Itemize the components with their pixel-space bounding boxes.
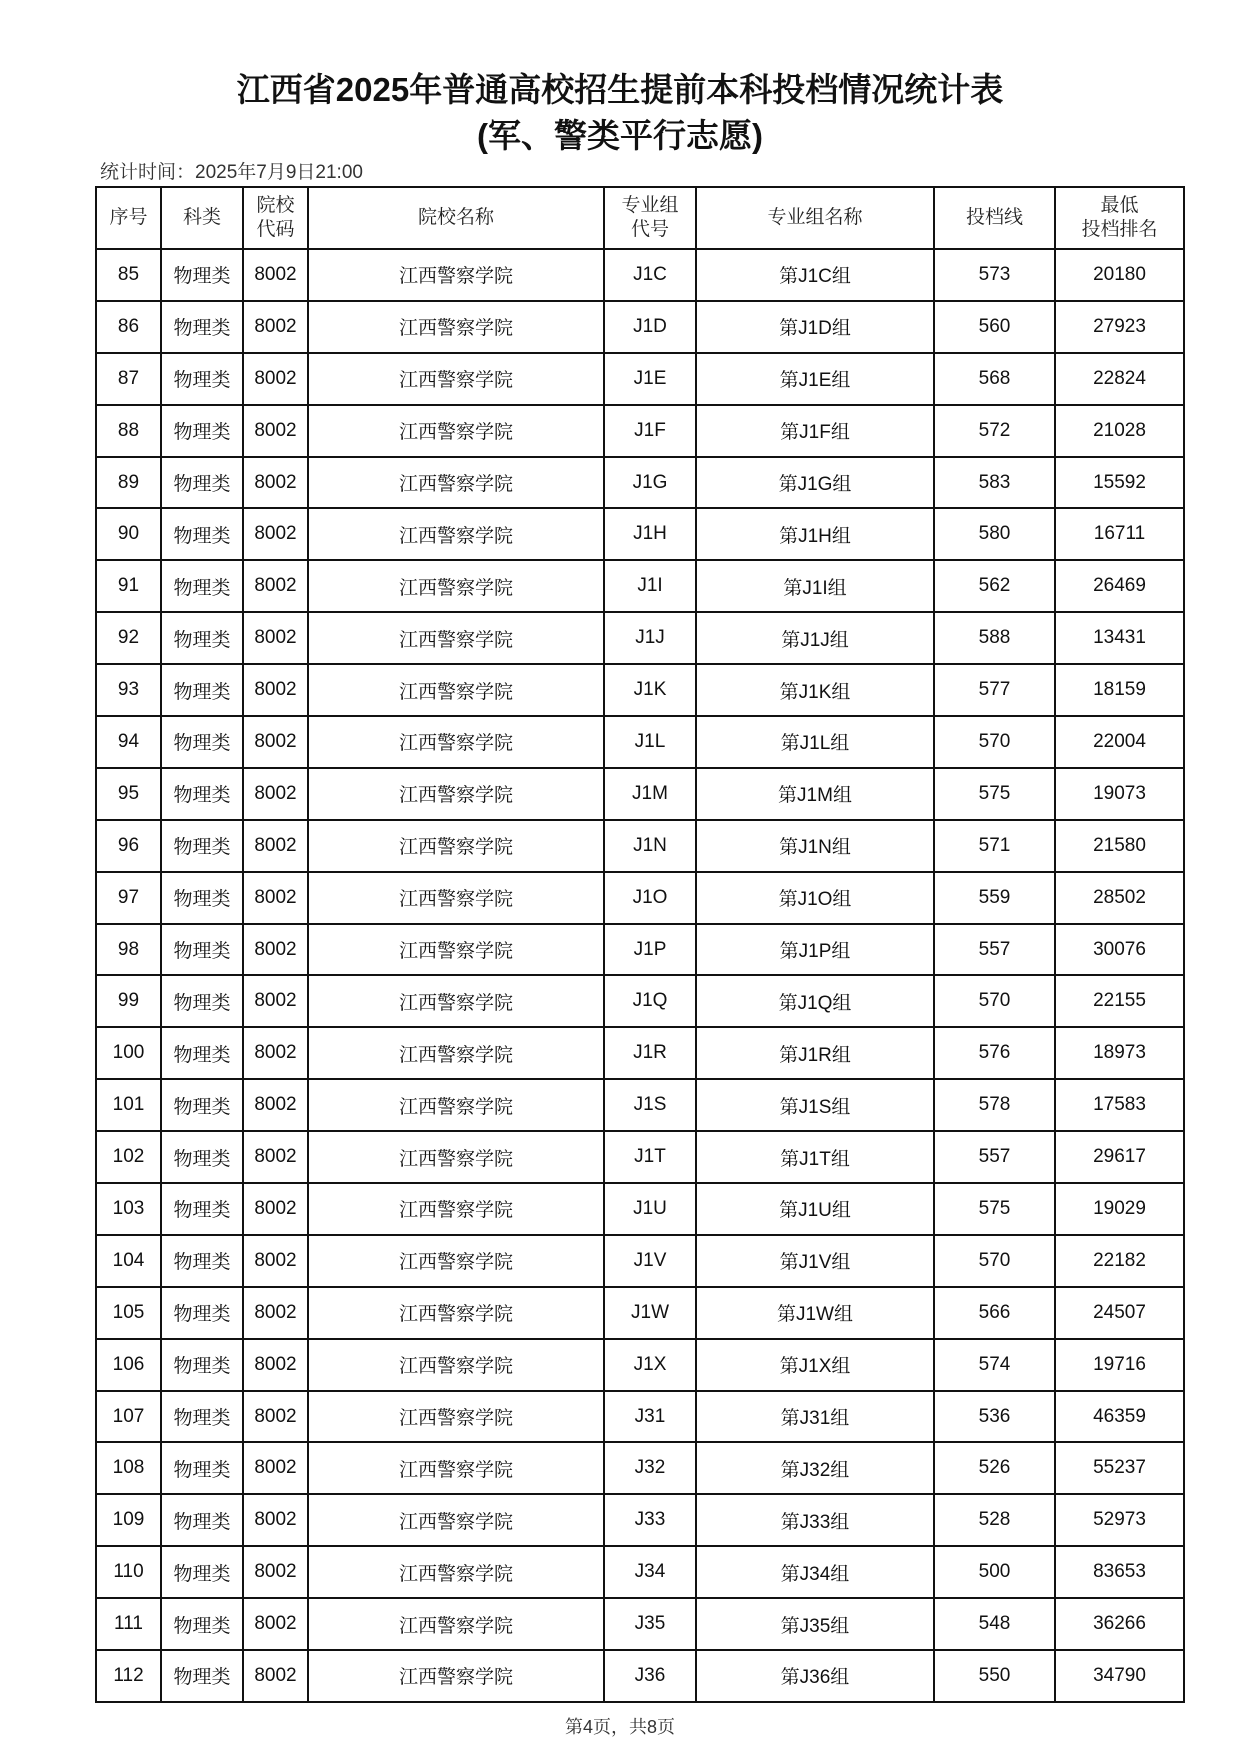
cell-cutoff: 500: [934, 1546, 1055, 1598]
table-row: [96, 405, 1184, 457]
cell-seq: 90: [96, 508, 161, 560]
cell-school-name: 江西警察学院: [308, 1339, 604, 1391]
cell-seq: 98: [96, 924, 161, 976]
cell-category: 物理类: [161, 1650, 243, 1702]
cell-school-code: 8002: [243, 1650, 308, 1702]
cell-cutoff: 559: [934, 872, 1055, 924]
document-subtitle: (军、警类平行志愿): [477, 117, 763, 154]
cell-group-code: J1N: [604, 820, 696, 872]
header-group-name: 专业组名称: [696, 187, 934, 249]
table-body: [96, 249, 1184, 1702]
cell-group-name: 第J1H组: [696, 508, 934, 560]
cell-cutoff: 528: [934, 1494, 1055, 1546]
cell-cutoff: 536: [934, 1391, 1055, 1443]
table-row: [96, 1546, 1184, 1598]
cell-min-rank: 18973: [1055, 1027, 1184, 1079]
cell-cutoff: 588: [934, 612, 1055, 664]
table-row: [96, 1650, 1184, 1702]
cell-group-name: 第J1C组: [696, 249, 934, 301]
cell-school-name: 江西警察学院: [308, 1494, 604, 1546]
cell-school-code: 8002: [243, 560, 308, 612]
cell-school-code: 8002: [243, 1442, 308, 1494]
cell-group-name: 第J1V组: [696, 1235, 934, 1287]
cell-min-rank: 24507: [1055, 1287, 1184, 1339]
cell-min-rank: 22004: [1055, 716, 1184, 768]
cell-school-name: 江西警察学院: [308, 768, 604, 820]
cell-group-code: J34: [604, 1546, 696, 1598]
cell-seq: 87: [96, 353, 161, 405]
table-row: [96, 1598, 1184, 1650]
cell-group-code: J1R: [604, 1027, 696, 1079]
cell-cutoff: 557: [934, 924, 1055, 976]
cell-min-rank: 15592: [1055, 457, 1184, 509]
cell-group-code: J1V: [604, 1235, 696, 1287]
cell-school-code: 8002: [243, 1494, 308, 1546]
cell-min-rank: 22155: [1055, 975, 1184, 1027]
cell-school-code: 8002: [243, 1027, 308, 1079]
cell-seq: 111: [96, 1598, 161, 1650]
cell-seq: 92: [96, 612, 161, 664]
cell-cutoff: 577: [934, 664, 1055, 716]
cell-group-name: 第J1W组: [696, 1287, 934, 1339]
cell-cutoff: 576: [934, 1027, 1055, 1079]
cell-group-code: J1X: [604, 1339, 696, 1391]
cell-min-rank: 21028: [1055, 405, 1184, 457]
cell-category: 物理类: [161, 716, 243, 768]
cell-cutoff: 575: [934, 1183, 1055, 1235]
table-row: [96, 768, 1184, 820]
table-row: [96, 353, 1184, 405]
cell-category: 物理类: [161, 353, 243, 405]
cell-cutoff: 570: [934, 975, 1055, 1027]
table-row: [96, 1287, 1184, 1339]
cell-school-name: 江西警察学院: [308, 1079, 604, 1131]
header-group-code: [604, 187, 696, 249]
cell-school-code: 8002: [243, 249, 308, 301]
header-category: 科类: [161, 187, 243, 249]
table-row: [96, 1079, 1184, 1131]
cell-cutoff: 575: [934, 768, 1055, 820]
cell-category: 物理类: [161, 1494, 243, 1546]
cell-seq: 110: [96, 1546, 161, 1598]
cell-min-rank: 27923: [1055, 301, 1184, 353]
header-min-rank-line1: 最低: [1100, 195, 1139, 216]
cell-category: 物理类: [161, 1183, 243, 1235]
table-row: [96, 872, 1184, 924]
table-row: [96, 1339, 1184, 1391]
cell-group-name: 第J1R组: [696, 1027, 934, 1079]
table-row: [96, 1442, 1184, 1494]
header-min-rank: [1055, 187, 1184, 249]
cell-category: 物理类: [161, 664, 243, 716]
cell-school-name: 江西警察学院: [308, 872, 604, 924]
cell-cutoff: 548: [934, 1598, 1055, 1650]
cell-cutoff: 571: [934, 820, 1055, 872]
cell-school-code: 8002: [243, 405, 308, 457]
cell-school-name: 江西警察学院: [308, 508, 604, 560]
cell-min-rank: 30076: [1055, 924, 1184, 976]
cell-seq: 105: [96, 1287, 161, 1339]
cell-seq: 93: [96, 664, 161, 716]
table-row: [96, 249, 1184, 301]
cell-category: 物理类: [161, 820, 243, 872]
header-min-rank-line2: 投档排名: [1081, 219, 1158, 240]
cell-cutoff: 570: [934, 716, 1055, 768]
cell-group-code: J35: [604, 1598, 696, 1650]
cell-group-code: J1F: [604, 405, 696, 457]
cell-category: 物理类: [161, 405, 243, 457]
cell-group-name: 第J1I组: [696, 560, 934, 612]
cell-group-name: 第J35组: [696, 1598, 934, 1650]
cell-category: 物理类: [161, 924, 243, 976]
cell-category: 物理类: [161, 1027, 243, 1079]
cell-school-name: 江西警察学院: [308, 560, 604, 612]
cell-school-code: 8002: [243, 664, 308, 716]
cell-group-name: 第J1O组: [696, 872, 934, 924]
table-row: [96, 716, 1184, 768]
cell-category: 物理类: [161, 1546, 243, 1598]
table-row: [96, 1027, 1184, 1079]
cell-cutoff: 566: [934, 1287, 1055, 1339]
cell-group-code: J33: [604, 1494, 696, 1546]
cell-cutoff: 526: [934, 1442, 1055, 1494]
cell-school-name: 江西警察学院: [308, 716, 604, 768]
cell-group-name: 第J1N组: [696, 820, 934, 872]
page-footer: 第4页，共8页: [564, 1717, 676, 1737]
cell-seq: 86: [96, 301, 161, 353]
cell-seq: 112: [96, 1650, 161, 1702]
header-school-code: [243, 187, 308, 249]
cell-school-name: 江西警察学院: [308, 1131, 604, 1183]
cell-min-rank: 22824: [1055, 353, 1184, 405]
cell-cutoff: 574: [934, 1339, 1055, 1391]
cell-group-name: 第J36组: [696, 1650, 934, 1702]
table-row: [96, 975, 1184, 1027]
cell-school-name: 江西警察学院: [308, 1546, 604, 1598]
cell-school-name: 江西警察学院: [308, 664, 604, 716]
cell-group-code: J1L: [604, 716, 696, 768]
cell-school-code: 8002: [243, 457, 308, 509]
cell-school-code: 8002: [243, 1546, 308, 1598]
cell-seq: 102: [96, 1131, 161, 1183]
cell-category: 物理类: [161, 975, 243, 1027]
cell-group-code: J1C: [604, 249, 696, 301]
cell-school-name: 江西警察学院: [308, 1650, 604, 1702]
cell-school-code: 8002: [243, 1131, 308, 1183]
table-row: [96, 1494, 1184, 1546]
cell-category: 物理类: [161, 1131, 243, 1183]
cell-group-name: 第J1Q组: [696, 975, 934, 1027]
cell-seq: 88: [96, 405, 161, 457]
cell-category: 物理类: [161, 249, 243, 301]
cell-category: 物理类: [161, 301, 243, 353]
cell-group-code: J1O: [604, 872, 696, 924]
table-row: [96, 560, 1184, 612]
cell-cutoff: 562: [934, 560, 1055, 612]
cell-min-rank: 22182: [1055, 1235, 1184, 1287]
table-row: [96, 612, 1184, 664]
cell-category: 物理类: [161, 1339, 243, 1391]
cell-min-rank: 18159: [1055, 664, 1184, 716]
cell-group-name: 第J1G组: [696, 457, 934, 509]
cell-seq: 94: [96, 716, 161, 768]
cell-category: 物理类: [161, 457, 243, 509]
cell-school-name: 江西警察学院: [308, 1183, 604, 1235]
cell-seq: 106: [96, 1339, 161, 1391]
cell-group-code: J1T: [604, 1131, 696, 1183]
cell-school-name: 江西警察学院: [308, 1391, 604, 1443]
cell-school-code: 8002: [243, 924, 308, 976]
cell-cutoff: 560: [934, 301, 1055, 353]
cell-category: 物理类: [161, 1235, 243, 1287]
header-group-code-line2: 代号: [630, 219, 669, 240]
cell-group-code: J32: [604, 1442, 696, 1494]
cell-group-name: 第J1J组: [696, 612, 934, 664]
cell-group-code: J1S: [604, 1079, 696, 1131]
cell-min-rank: 46359: [1055, 1391, 1184, 1443]
cell-group-code: J1Q: [604, 975, 696, 1027]
cell-school-name: 江西警察学院: [308, 1287, 604, 1339]
table-row: [96, 508, 1184, 560]
cell-min-rank: 16711: [1055, 508, 1184, 560]
cell-group-code: J1H: [604, 508, 696, 560]
table-row: [96, 457, 1184, 509]
cell-min-rank: 26469: [1055, 560, 1184, 612]
statistics-time: 统计时间：2025年7月9日21:00: [100, 162, 363, 183]
cell-seq: 103: [96, 1183, 161, 1235]
table-row: [96, 1183, 1184, 1235]
cell-seq: 107: [96, 1391, 161, 1443]
header-school-name: 院校名称: [308, 187, 604, 249]
cell-min-rank: 21580: [1055, 820, 1184, 872]
cell-min-rank: 19716: [1055, 1339, 1184, 1391]
cell-group-name: 第J34组: [696, 1546, 934, 1598]
cell-cutoff: 570: [934, 1235, 1055, 1287]
cell-seq: 101: [96, 1079, 161, 1131]
cell-group-name: 第J1E组: [696, 353, 934, 405]
cell-school-code: 8002: [243, 301, 308, 353]
cell-group-code: J31: [604, 1391, 696, 1443]
cell-cutoff: 557: [934, 1131, 1055, 1183]
cell-school-name: 江西警察学院: [308, 457, 604, 509]
cell-group-code: J1G: [604, 457, 696, 509]
cell-group-code: J1W: [604, 1287, 696, 1339]
cell-min-rank: 19073: [1055, 768, 1184, 820]
cell-group-code: J1J: [604, 612, 696, 664]
cell-min-rank: 55237: [1055, 1442, 1184, 1494]
table-row: [96, 1391, 1184, 1443]
cell-group-name: 第J32组: [696, 1442, 934, 1494]
cell-school-code: 8002: [243, 1339, 308, 1391]
cell-category: 物理类: [161, 1598, 243, 1650]
cell-group-name: 第J1L组: [696, 716, 934, 768]
cell-category: 物理类: [161, 1079, 243, 1131]
cell-cutoff: 568: [934, 353, 1055, 405]
cell-seq: 95: [96, 768, 161, 820]
cell-category: 物理类: [161, 508, 243, 560]
cell-school-code: 8002: [243, 612, 308, 664]
cell-school-name: 江西警察学院: [308, 249, 604, 301]
cell-group-name: 第J31组: [696, 1391, 934, 1443]
cell-category: 物理类: [161, 768, 243, 820]
cell-school-code: 8002: [243, 353, 308, 405]
cell-seq: 104: [96, 1235, 161, 1287]
cell-school-name: 江西警察学院: [308, 924, 604, 976]
cell-seq: 99: [96, 975, 161, 1027]
cell-school-code: 8002: [243, 975, 308, 1027]
cell-min-rank: 20180: [1055, 249, 1184, 301]
cell-group-code: J1K: [604, 664, 696, 716]
cell-school-code: 8002: [243, 1183, 308, 1235]
cell-min-rank: 34790: [1055, 1650, 1184, 1702]
cell-group-name: 第J1T组: [696, 1131, 934, 1183]
cell-school-name: 江西警察学院: [308, 1442, 604, 1494]
cell-group-name: 第J1S组: [696, 1079, 934, 1131]
cell-min-rank: 83653: [1055, 1546, 1184, 1598]
cell-cutoff: 580: [934, 508, 1055, 560]
cell-group-name: 第J1D组: [696, 301, 934, 353]
table-row: [96, 820, 1184, 872]
admission-table: [95, 186, 1185, 1703]
cell-school-name: 江西警察学院: [308, 975, 604, 1027]
cell-group-code: J1D: [604, 301, 696, 353]
cell-group-code: J1E: [604, 353, 696, 405]
cell-group-code: J1U: [604, 1183, 696, 1235]
cell-cutoff: 573: [934, 249, 1055, 301]
cell-min-rank: 29617: [1055, 1131, 1184, 1183]
cell-school-code: 8002: [243, 716, 308, 768]
cell-school-code: 8002: [243, 872, 308, 924]
cell-category: 物理类: [161, 1391, 243, 1443]
cell-group-name: 第J1U组: [696, 1183, 934, 1235]
cell-min-rank: 13431: [1055, 612, 1184, 664]
table-row: [96, 1131, 1184, 1183]
cell-school-code: 8002: [243, 508, 308, 560]
cell-min-rank: 17583: [1055, 1079, 1184, 1131]
header-school-code-line1: 院校: [256, 195, 295, 216]
cell-min-rank: 52973: [1055, 1494, 1184, 1546]
cell-school-name: 江西警察学院: [308, 353, 604, 405]
cell-min-rank: 36266: [1055, 1598, 1184, 1650]
table-header-row: [96, 187, 1184, 249]
cell-category: 物理类: [161, 560, 243, 612]
cell-school-code: 8002: [243, 820, 308, 872]
cell-school-code: 8002: [243, 1598, 308, 1650]
cell-group-code: J1P: [604, 924, 696, 976]
cell-seq: 100: [96, 1027, 161, 1079]
table-row: [96, 664, 1184, 716]
cell-seq: 97: [96, 872, 161, 924]
table-row: [96, 924, 1184, 976]
cell-group-name: 第J1M组: [696, 768, 934, 820]
cell-group-code: J36: [604, 1650, 696, 1702]
cell-school-name: 江西警察学院: [308, 820, 604, 872]
cell-school-code: 8002: [243, 1235, 308, 1287]
cell-group-name: 第J1K组: [696, 664, 934, 716]
document-title: 江西省2025年普通高校招生提前本科投档情况统计表: [236, 71, 1004, 108]
cell-group-name: 第J1P组: [696, 924, 934, 976]
header-cutoff: 投档线: [934, 187, 1055, 249]
cell-group-name: 第J1F组: [696, 405, 934, 457]
cell-school-name: 江西警察学院: [308, 1027, 604, 1079]
table-row: [96, 301, 1184, 353]
cell-group-name: 第J33组: [696, 1494, 934, 1546]
table-row: [96, 1235, 1184, 1287]
cell-cutoff: 572: [934, 405, 1055, 457]
cell-category: 物理类: [161, 1287, 243, 1339]
cell-school-name: 江西警察学院: [308, 405, 604, 457]
cell-school-code: 8002: [243, 1391, 308, 1443]
header-seq: 序号: [96, 187, 161, 249]
cell-group-name: 第J1X组: [696, 1339, 934, 1391]
cell-school-code: 8002: [243, 768, 308, 820]
cell-school-name: 江西警察学院: [308, 301, 604, 353]
cell-seq: 109: [96, 1494, 161, 1546]
cell-school-name: 江西警察学院: [308, 1235, 604, 1287]
cell-school-name: 江西警察学院: [308, 612, 604, 664]
header-group-code-line1: 专业组: [621, 195, 679, 216]
cell-group-code: J1M: [604, 768, 696, 820]
cell-seq: 85: [96, 249, 161, 301]
cell-category: 物理类: [161, 612, 243, 664]
cell-cutoff: 578: [934, 1079, 1055, 1131]
cell-min-rank: 19029: [1055, 1183, 1184, 1235]
cell-category: 物理类: [161, 872, 243, 924]
cell-school-code: 8002: [243, 1079, 308, 1131]
cell-school-code: 8002: [243, 1287, 308, 1339]
cell-seq: 108: [96, 1442, 161, 1494]
header-school-code-line2: 代码: [256, 219, 295, 240]
cell-seq: 91: [96, 560, 161, 612]
cell-school-name: 江西警察学院: [308, 1598, 604, 1650]
cell-seq: 89: [96, 457, 161, 509]
cell-min-rank: 28502: [1055, 872, 1184, 924]
cell-cutoff: 583: [934, 457, 1055, 509]
cell-category: 物理类: [161, 1442, 243, 1494]
cell-group-code: J1I: [604, 560, 696, 612]
cell-cutoff: 550: [934, 1650, 1055, 1702]
cell-seq: 96: [96, 820, 161, 872]
